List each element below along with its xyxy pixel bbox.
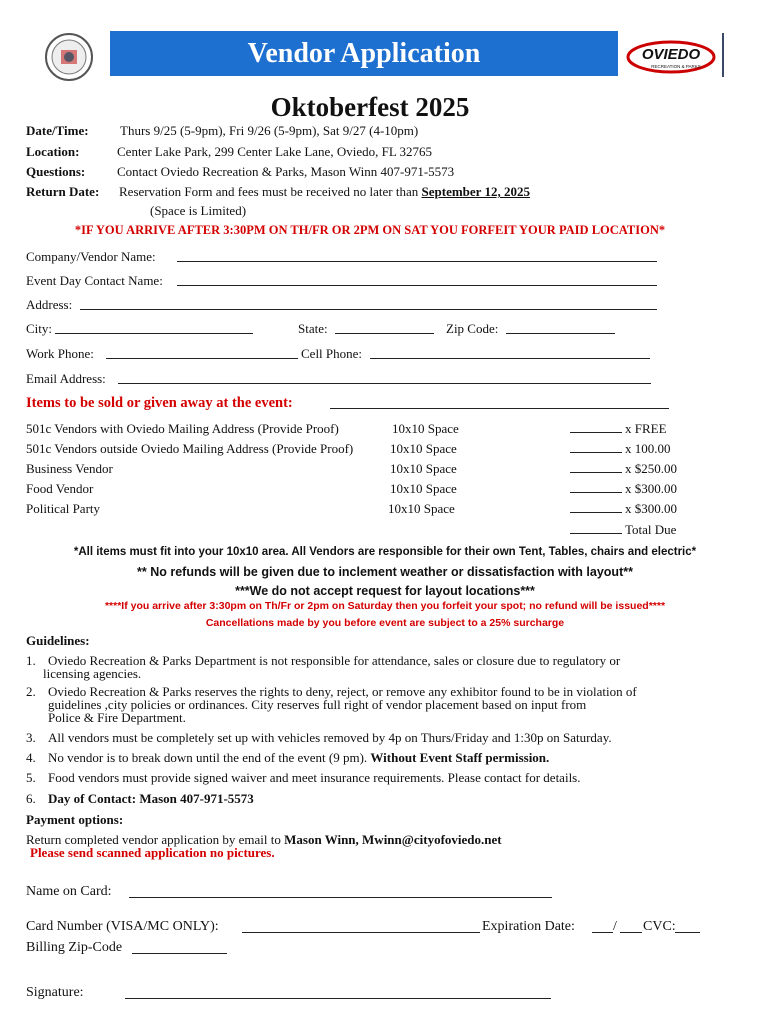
signature-input[interactable] — [125, 985, 551, 999]
vendor-type-space: 10x10 Space — [390, 441, 457, 456]
event-title: Oktoberfest 2025 — [270, 92, 470, 122]
cell-phone-input[interactable] — [370, 346, 650, 359]
expiration-month-input[interactable] — [592, 919, 613, 933]
vendor-type-name: 501c Vendors outside Oviedo Mailing Address (Provide Proof) — [26, 441, 354, 456]
contact-input[interactable] — [177, 273, 657, 286]
items-input[interactable] — [330, 396, 669, 409]
email-label: Email Address: — [26, 371, 106, 386]
vendor-type-name: Business Vendor — [26, 461, 113, 476]
datetime-label: Date/Time: — [26, 123, 89, 138]
city-input[interactable] — [55, 321, 253, 334]
card-number-label: Card Number (VISA/MC ONLY): — [26, 919, 219, 934]
cancel-notice: Cancellations made by you before event are subject to a 25% surcharge — [205, 617, 565, 629]
guideline-3: 3. All vendors must be completely set up with vehicles removed by 4p on Thurs/Friday and 1:30p on Saturday. — [26, 730, 612, 745]
guideline-5: 5. Food vendors must provide signed waiver and meet insurance requirements. Please contact for details. — [26, 770, 581, 785]
billing-zip-label: Billing Zip-Code — [26, 940, 123, 955]
scan-note: Please send scanned application no pictures. — [30, 845, 275, 860]
header-divider — [722, 33, 724, 77]
vendor-quantity-blank[interactable] — [570, 441, 622, 453]
guideline-4: 4. No vendor is to break down until the end of the event (9 pm). Without Event Staff permission. — [26, 750, 550, 765]
contact-label: Event Day Contact Name: — [26, 273, 163, 288]
state-input[interactable] — [335, 321, 434, 334]
cvc-label: CVC: — [643, 919, 676, 934]
banner-title: Vendor Application — [110, 31, 618, 76]
vendor-type-space: 10x10 Space — [390, 481, 457, 496]
space-note: (Space is Limited) — [150, 203, 247, 218]
questions-value: Contact Oviedo Recreation & Parks, Mason Winn 407-971-5573 — [117, 164, 455, 179]
payment-return-contact: Mason Winn, Mwinn@cityofoviedo.net — [284, 832, 502, 847]
state-label: State: — [298, 321, 328, 336]
return-date: September 12, 2025 — [421, 184, 530, 199]
vendor-type-name: 501c Vendors with Oviedo Mailing Address (Provide Proof) — [26, 421, 339, 436]
vendor-type-name: Food Vendor — [26, 481, 94, 496]
vendor-quantity-blank[interactable] — [570, 501, 622, 513]
name-on-card-label: Name on Card: — [26, 884, 112, 899]
name-on-card-input[interactable] — [129, 884, 552, 898]
items-label: Items to be sold or given away at the event: — [26, 395, 293, 411]
zip-input[interactable] — [506, 321, 615, 334]
email-input[interactable] — [118, 371, 651, 384]
card-number-input[interactable] — [242, 919, 480, 933]
vendor-quantity-blank[interactable] — [570, 481, 622, 493]
refund-notice: ** No refunds will be given due to inclement weather or dissatisfaction with layout** — [137, 565, 633, 579]
city-label: City: — [26, 321, 53, 336]
vendor-type-price: x FREE — [625, 421, 667, 436]
payment-heading: Payment options: — [26, 812, 124, 827]
expiration-label: Expiration Date: — [482, 919, 575, 934]
vendor-quantity-blank[interactable] — [570, 421, 622, 433]
total-due-blank[interactable] — [570, 522, 622, 534]
guidelines-heading: Guidelines: — [26, 633, 90, 648]
expiration-slash: / — [613, 919, 617, 934]
company-input[interactable] — [177, 249, 657, 262]
billing-zip-input[interactable] — [132, 940, 227, 954]
location-label: Location: — [26, 144, 80, 159]
zip-label: Zip Code: — [446, 321, 499, 336]
guideline-1: 1. Oviedo Recreation & Parks Department is not responsible for attendance, sales or closure due to regulatory or licensing agencies. — [26, 653, 621, 681]
work-phone-input[interactable] — [106, 346, 298, 359]
cell-phone-label: Cell Phone: — [301, 346, 363, 361]
guideline-6: 6. Day of Contact: Mason 407-971-5573 — [26, 791, 254, 806]
signature-label: Signature: — [26, 985, 84, 1000]
questions-label: Questions: — [26, 164, 86, 179]
city-seal-icon — [44, 32, 94, 82]
vendor-type-space: 10x10 Space — [388, 501, 455, 516]
work-phone-label: Work Phone: — [26, 346, 94, 361]
total-due-label: Total Due — [625, 522, 677, 537]
guideline-2: 2. Oviedo Recreation & Parks reserves the rights to deny, reject, or remove any exhibitor found to be in violation of guidelines ,city policies or ordinances. City reserves full right of vendor placement based on input from Police & Fire Department. — [26, 684, 637, 725]
payment-return-text: Return completed vendor application by email to — [26, 832, 281, 847]
address-label: Address: — [26, 297, 73, 312]
return-text: Reservation Form and fees must be received no later than — [119, 184, 419, 199]
address-input[interactable] — [80, 297, 657, 310]
logo-text: OVIEDO — [641, 46, 701, 63]
forfeit-warning: *IF YOU ARRIVE AFTER 3:30PM ON TH/FR OR 2PM ON SAT YOU FORFEIT YOUR PAID LOCATION* — [74, 223, 666, 237]
company-label: Company/Vendor Name: — [26, 249, 156, 264]
return-label: Return Date: — [26, 184, 100, 199]
location-value: Center Lake Park, 299 Center Lake Lane, Oviedo, FL 32765 — [117, 144, 433, 159]
vendor-type-price: x $300.00 — [625, 501, 677, 516]
return-value — [119, 184, 530, 200]
vendor-type-price: x 100.00 — [625, 441, 671, 456]
datetime-value: Thurs 9/25 (5-9pm), Fri 9/26 (5-9pm), Sat 9/27 (4-10pm) — [120, 123, 419, 138]
forfeit-notice: ****If you arrive after 3:30pm on Th/Fr or 2pm on Saturday then you forfeit your spot; no refund will be issued**** — [104, 600, 666, 612]
expiration-year-input[interactable] — [620, 919, 642, 933]
vendor-quantity-blank[interactable] — [570, 461, 622, 473]
vendor-type-price: x $250.00 — [625, 461, 677, 476]
fit-notice: *All items must fit into your 10x10 area. All Vendors are responsible for their own Tent, Tables, chairs and electric* — [73, 546, 697, 558]
layout-notice: ***We do not accept request for layout locations*** — [235, 584, 535, 598]
oviedo-recreation-logo — [626, 38, 716, 76]
vendor-type-price: x $300.00 — [625, 481, 677, 496]
vendor-type-space: 10x10 Space — [392, 421, 459, 436]
vendor-type-space: 10x10 Space — [390, 461, 457, 476]
vendor-type-name: Political Party — [26, 501, 101, 516]
cvc-input[interactable] — [675, 919, 700, 933]
logo-subtext: RECREATION & PARKS — [651, 64, 701, 69]
